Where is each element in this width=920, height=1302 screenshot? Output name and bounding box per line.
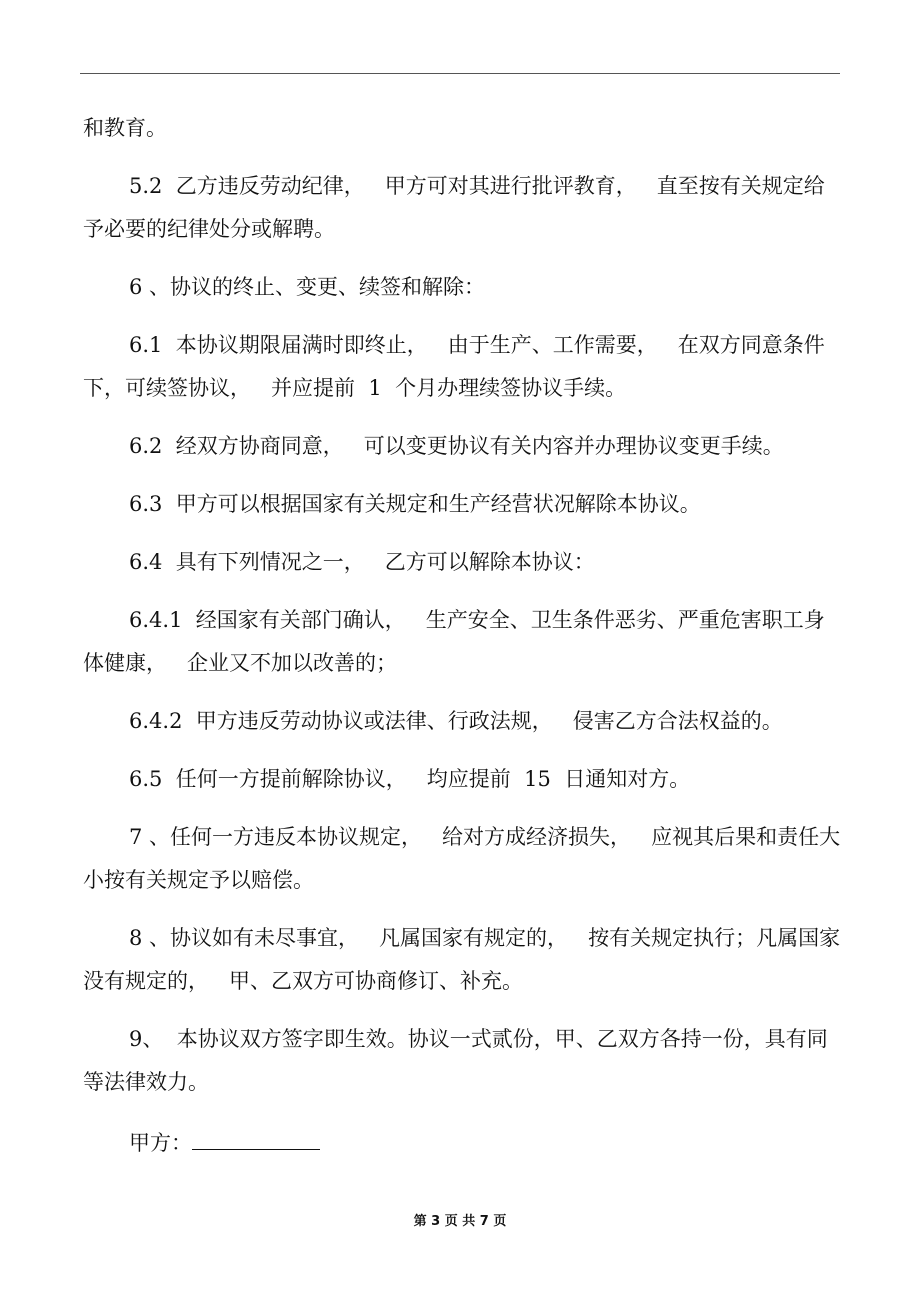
document-body	[83, 107, 845, 1180]
paragraph-6-4-1: 6.4.1 经国家有关部门确认， 生产安全、卫生条件恶劣、严重危害职工身体健康， 企业又不加以改善的；	[83, 608, 825, 675]
header-rule	[80, 73, 840, 74]
paragraph-6-4-2: 6.4.2 甲方违反劳动协议或法律、行政法规， 侵害乙方合法权益的。	[129, 709, 783, 733]
paragraph-6-2: 6.2 经双方协商同意， 可以变更协议有关内容并办理协议变更手续。	[129, 434, 784, 458]
paragraph-6-heading: 6 、协议的终止、变更、续签和解除：	[129, 275, 486, 299]
paragraph-6-5: 6.5 任何一方提前解除协议， 均应提前 15 日通知对方。	[129, 767, 691, 791]
party-a-signature-line	[192, 1119, 320, 1150]
party-a-signature-label: 甲方：	[129, 1131, 192, 1155]
paragraph-6-4: 6.4 具有下列情况之一， 乙方可以解除本协议：	[129, 550, 595, 574]
signature-row	[83, 1119, 845, 1165]
paragraph-6-1: 6.1 本协议期限届满时即终止， 由于生产、工作需要， 在双方同意条件下，可续签协议， 并应提前 1 个月办理续签协议手续。	[83, 333, 825, 400]
paragraph-9: 9、 本协议双方签字即生效。协议一式贰份，甲、乙双方各持一份，具有同等法律效力。	[83, 1027, 828, 1094]
paragraph-7: 7 、任何一方违反本协议规定， 给对方成经济损失， 应视其后果和责任大小按有关规定予以赔偿。	[83, 825, 841, 892]
page-number-footer: 第 3 页 共 7 页	[413, 1214, 507, 1229]
paragraph-6-3: 6.3 甲方可以根据国家有关规定和生产经营状况解除本协议。	[129, 492, 701, 516]
paragraph-8: 8 、协议如有未尽事宜， 凡属国家有规定的， 按有关规定执行；凡属国家没有规定的， 甲、乙双方可协商修订、补充。	[83, 926, 841, 993]
paragraph-5-2: 5.2 乙方违反劳动纪律， 甲方可对其进行批评教育， 直至按有关规定给予必要的纪律处分或解聘。	[83, 174, 825, 241]
paragraph-continuation: 和教育。	[83, 116, 167, 140]
